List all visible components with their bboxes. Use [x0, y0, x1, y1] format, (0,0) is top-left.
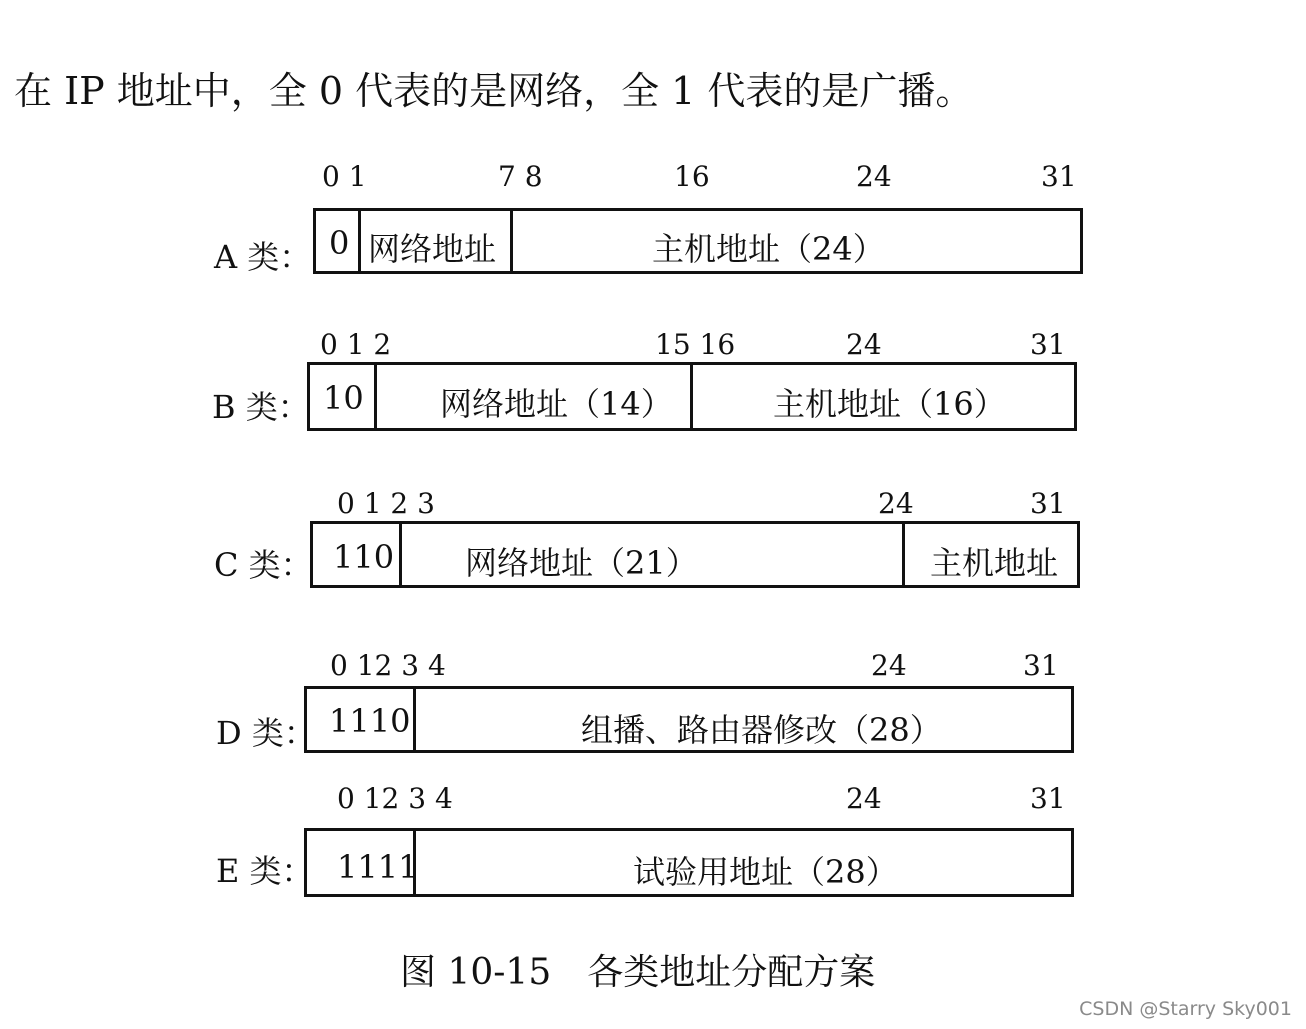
- field-divider: [690, 365, 693, 428]
- class-d-prefix: 1110: [329, 702, 411, 740]
- bit-marker: 16: [674, 160, 710, 193]
- bit-marker: 0 12 3 4: [337, 782, 453, 815]
- class-c-prefix: 110: [333, 538, 395, 576]
- bit-marker: 31: [1041, 160, 1077, 193]
- class-e-experimental-field: 试验用地址（28）: [633, 853, 898, 891]
- class-c-host-field: 主机地址: [930, 544, 1059, 582]
- class-a-host-field: 主机地址（24）: [652, 230, 885, 268]
- class-b-prefix: 10: [323, 379, 364, 417]
- class-c-network-field: 网络地址（21）: [465, 544, 698, 582]
- class-a-address-box: [313, 208, 1083, 274]
- intro-text: 在 IP 地址中，全 0 代表的是网络，全 1 代表的是广播。: [14, 69, 974, 113]
- bit-marker: 31: [1030, 328, 1066, 361]
- class-a-label: A 类：: [214, 238, 312, 276]
- class-e-prefix: 1111: [337, 848, 419, 886]
- class-e-label: E 类：: [216, 852, 314, 890]
- bit-marker: 0 1 2: [320, 328, 392, 361]
- class-d-label: D 类：: [216, 714, 316, 752]
- bit-marker: 24: [856, 160, 892, 193]
- class-a-prefix: 0: [329, 224, 350, 262]
- watermark: CSDN @Starry Sky001: [1079, 998, 1292, 1020]
- class-e-address-box: [304, 828, 1074, 897]
- field-divider: [902, 524, 905, 585]
- bit-marker: 0 12 3 4: [330, 649, 446, 682]
- class-d-multicast-field: 组播、路由器修改（28）: [581, 711, 942, 749]
- class-c-label: C 类：: [214, 546, 313, 584]
- class-b-network-field: 网络地址（14）: [440, 385, 673, 423]
- figure-caption: 图 10-15 各类地址分配方案: [400, 952, 876, 993]
- class-b-address-box: [307, 362, 1077, 431]
- bit-marker: 0 1: [322, 160, 367, 193]
- class-d-address-box: [304, 686, 1074, 753]
- bit-marker: 31: [1030, 782, 1066, 815]
- field-divider: [374, 365, 377, 428]
- field-divider: [413, 689, 416, 750]
- class-b-host-field: 主机地址（16）: [773, 385, 1006, 423]
- bit-marker: 31: [1023, 649, 1059, 682]
- class-a-network-field: 网络地址: [368, 230, 497, 268]
- bit-marker: 0 1 2 3: [337, 487, 435, 520]
- class-b-label: B 类：: [212, 388, 310, 426]
- field-divider: [358, 211, 361, 271]
- bit-marker: 15 16: [655, 328, 736, 361]
- bit-marker: 24: [871, 649, 907, 682]
- field-divider: [510, 211, 513, 271]
- bit-marker: 24: [846, 782, 882, 815]
- bit-marker: 24: [846, 328, 882, 361]
- bit-marker: 24: [878, 487, 914, 520]
- bit-marker: 31: [1030, 487, 1066, 520]
- field-divider: [399, 524, 402, 585]
- bit-marker: 7 8: [498, 160, 543, 193]
- class-c-address-box: [310, 521, 1080, 588]
